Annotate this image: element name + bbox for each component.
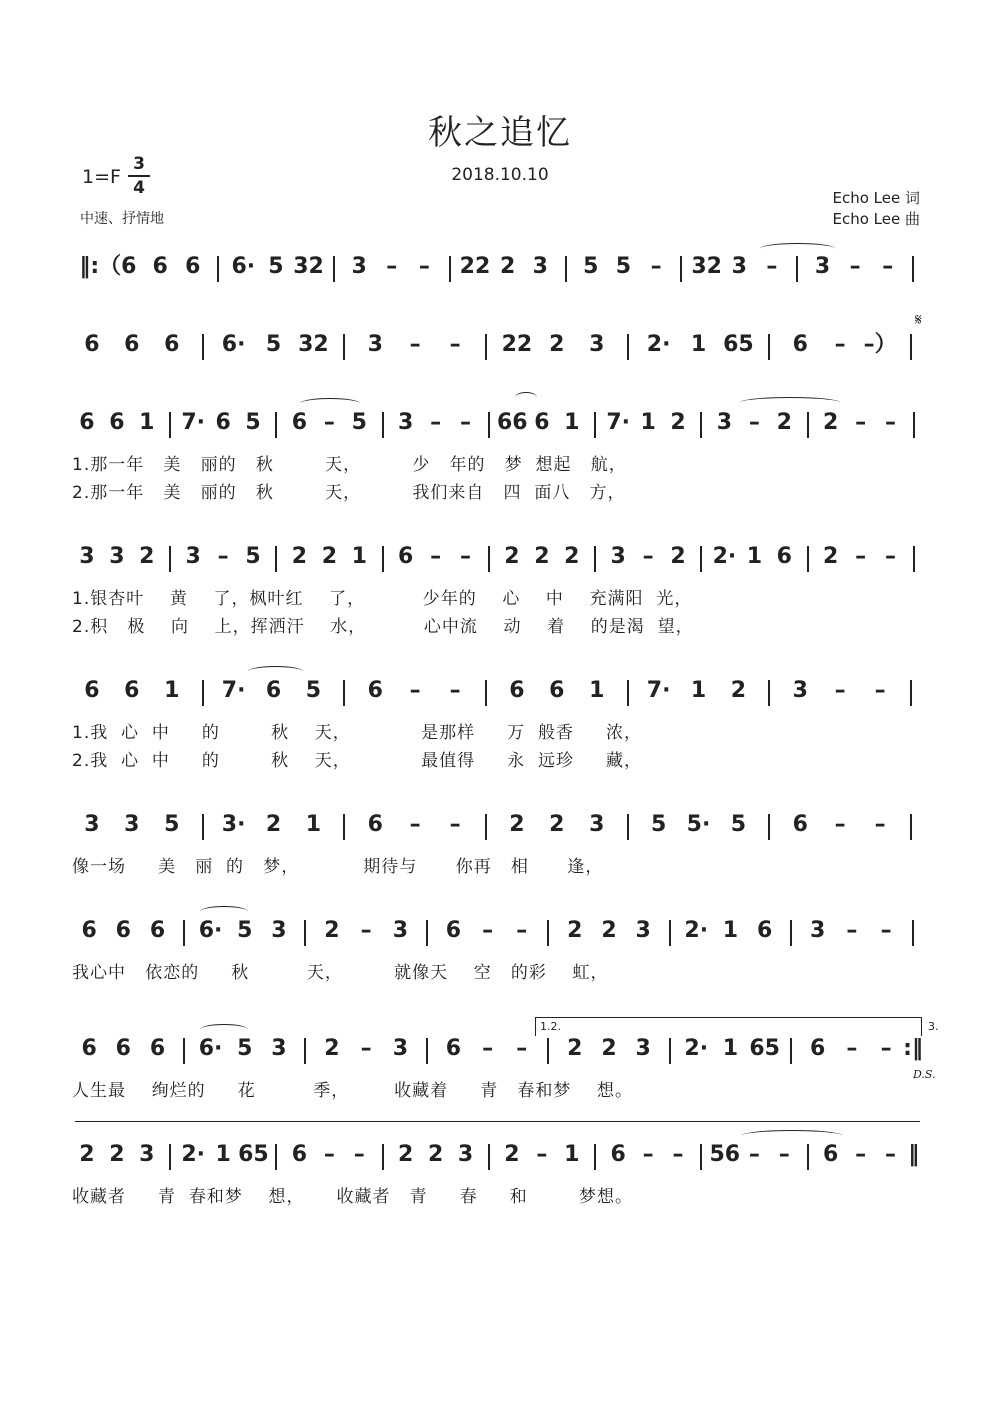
note: 3 [271, 918, 287, 943]
bar-line [700, 412, 702, 438]
note: 3 [716, 410, 733, 435]
bar-line [807, 412, 809, 438]
note: 6· [198, 918, 223, 943]
note: 1 [690, 332, 707, 357]
note: 3 [814, 254, 831, 279]
note: 6 [84, 332, 100, 357]
slur-tie [300, 398, 360, 409]
note: – [880, 918, 892, 943]
note: 5 [305, 678, 322, 703]
note: 1 [564, 1142, 580, 1167]
bar-line [275, 546, 277, 572]
slur-tie [200, 1024, 248, 1035]
score-row [72, 808, 927, 842]
note: 2 [109, 1142, 125, 1167]
bar-line [565, 256, 567, 282]
note: 2 [509, 812, 525, 837]
note: – [885, 544, 897, 569]
note: 1 [746, 544, 763, 569]
note: 2 [549, 812, 565, 837]
bar-line [594, 412, 596, 438]
note: – [885, 410, 897, 435]
note: 2 [398, 1142, 414, 1167]
note: – [874, 678, 886, 703]
note: 3 [139, 1142, 155, 1167]
note: 2 [730, 678, 747, 703]
bar-line [910, 814, 912, 840]
note: – [409, 812, 421, 837]
bar-line [202, 814, 204, 840]
note: 2· [712, 544, 737, 569]
note: 3 [457, 1142, 474, 1167]
note: – [482, 1036, 494, 1061]
note: 2 [427, 1142, 444, 1167]
note: – [650, 254, 662, 279]
note: 2 [670, 544, 686, 569]
note: 5 [237, 1036, 253, 1061]
note: 6 [398, 544, 414, 569]
key-signature: 1=F [82, 166, 121, 188]
note: – [430, 544, 442, 569]
lyricist-credit: Echo Lee 词 [832, 189, 920, 207]
note: 6 [81, 918, 97, 943]
note: 6 [509, 678, 525, 703]
note: – [430, 410, 442, 435]
time-signature [128, 154, 150, 198]
note: – [642, 1142, 654, 1167]
bar-line [912, 920, 914, 946]
note: 1 [589, 678, 605, 703]
bar-line [700, 546, 702, 572]
bar-line [202, 680, 204, 706]
bar-line [488, 412, 490, 438]
lyric-line: 2.那一年 美 丽的 秋 天， 我们来自 四 面八 方， [72, 483, 626, 503]
bar-line [627, 334, 629, 360]
bar-line [910, 334, 912, 360]
lyric-line: 1.那一年 美 丽的 秋 天， 少 年的 梦 想起 航， [72, 455, 627, 475]
bar-line [343, 680, 345, 706]
note: 6 [823, 1142, 839, 1167]
note: 6 [792, 332, 808, 357]
note: – [672, 1142, 684, 1167]
bar-line [183, 920, 185, 946]
note: 3 [84, 812, 100, 837]
note: 6 [81, 1036, 97, 1061]
note: 6 [445, 1036, 462, 1061]
note: 2 [601, 918, 617, 943]
lyric-line: 人生最 绚烂的 花 季， 收藏着 青 春和梦 想。 [72, 1081, 633, 1101]
bar-line [790, 920, 792, 946]
bar-line [807, 1144, 809, 1170]
note: 6 [534, 410, 550, 435]
note: ‖:（6 [79, 254, 137, 279]
note: 2 [324, 918, 340, 943]
note: 2 [265, 812, 282, 837]
bar-line [343, 334, 345, 360]
note: – [323, 410, 335, 435]
note: 2 [291, 544, 308, 569]
note: 5 [730, 812, 747, 837]
note: 2 [567, 918, 583, 943]
note: 5· [686, 812, 711, 837]
note: – [386, 254, 398, 279]
lyric-line: 收藏者 青 春和梦 想， 收藏者 青 春 和 梦想。 [72, 1187, 633, 1207]
bar-line [169, 412, 171, 438]
note: 5 [351, 410, 367, 435]
slur-tie [742, 1130, 842, 1141]
bar-line [547, 920, 549, 946]
note: 6 [215, 410, 231, 435]
bar-line [183, 1038, 185, 1064]
note: 2 [601, 1036, 617, 1061]
note: 5 [650, 812, 667, 837]
note: 6 [115, 1036, 131, 1061]
note: – [323, 1142, 335, 1167]
note: 6 [152, 254, 168, 279]
note: 32 [298, 332, 329, 357]
note: 2 [776, 410, 792, 435]
note: 6 [756, 918, 773, 943]
note: 1 [640, 410, 656, 435]
note: 1 [215, 1142, 231, 1167]
note: 6 [124, 332, 140, 357]
note: – [449, 678, 461, 703]
note: 5 [615, 254, 632, 279]
score-row [72, 1032, 927, 1066]
lyric-line: 我心中 依恋的 秋 天， 就像天 空 的彩 虹， [72, 963, 609, 983]
note: 5 [268, 254, 284, 279]
note: 2· [181, 1142, 206, 1167]
bar-line [488, 1144, 490, 1170]
slur-tie [248, 666, 303, 677]
note: – [874, 812, 886, 837]
slur-tie [740, 397, 840, 408]
note: – [855, 410, 867, 435]
score-row [72, 328, 927, 362]
bar-line [669, 1038, 671, 1064]
note: – [536, 1142, 548, 1167]
note: 32 [691, 254, 722, 279]
note: 3 [185, 544, 201, 569]
time-signature-line [128, 175, 150, 177]
bar-line [449, 256, 451, 282]
note: – [748, 1142, 760, 1167]
note: 3 [109, 544, 125, 569]
bar-line [169, 1144, 171, 1170]
note: 3 [792, 678, 808, 703]
bar-line [304, 1038, 306, 1064]
note: 6 [79, 410, 95, 435]
note: 6· [221, 332, 246, 357]
note: 6 [610, 1142, 626, 1167]
bar-line [680, 256, 682, 282]
note: 3 [398, 410, 414, 435]
page-title: 秋之追忆 [428, 113, 572, 153]
note: 3 [810, 918, 826, 943]
note: – [418, 254, 430, 279]
score-row [72, 674, 927, 708]
note: 3 [589, 812, 605, 837]
note: 6 [265, 678, 282, 703]
bar-line [627, 814, 629, 840]
note: 1 [722, 918, 739, 943]
bar-line [275, 412, 277, 438]
note: – [642, 544, 654, 569]
note: 5 [237, 918, 253, 943]
lyric-line: 2.积 极 向 上，挥洒汗 水， 心中流 动 着 的是渴 望， [72, 617, 694, 637]
note: – [516, 1036, 528, 1061]
note: 1 [139, 410, 155, 435]
date-label: 2018.10.10 [451, 165, 549, 185]
note: –） [863, 332, 897, 357]
note: 2 [823, 410, 839, 435]
note: 2 [564, 544, 580, 569]
bar-line [594, 1144, 596, 1170]
note: 2 [139, 544, 155, 569]
time-signature-top: 3 [133, 154, 145, 174]
bar-line [913, 412, 915, 438]
score-row [72, 1138, 927, 1172]
bar-line [485, 334, 487, 360]
bar-line [343, 814, 345, 840]
bar-line [426, 1038, 428, 1064]
note: 65 [723, 332, 754, 357]
note: 3 [731, 254, 747, 279]
note: 2 [567, 1036, 583, 1061]
composer-credit: Echo Lee 曲 [832, 210, 920, 228]
note: – [482, 918, 494, 943]
note: 2 [79, 1142, 95, 1167]
segno-sign: 𝄋 [915, 310, 922, 329]
note: 6 [549, 678, 565, 703]
note: 3 [589, 332, 605, 357]
time-signature-bottom: 4 [133, 178, 145, 198]
dal-segno-marking: D.S. [913, 1068, 936, 1081]
note: 6 [445, 918, 462, 943]
note: – [846, 918, 858, 943]
note: 2 [823, 544, 839, 569]
note: 3· [221, 812, 246, 837]
final-bar: :‖ [903, 1036, 923, 1061]
note: – [880, 1036, 892, 1061]
note: – [409, 678, 421, 703]
bar-line [275, 1144, 277, 1170]
lyric-line: 1.银杏叶 黄 了，枫叶红 了， 少年的 心 中 充满阳 光， [72, 589, 693, 609]
slur-tie [515, 392, 537, 403]
lyric-line: 像一场 美 丽 的 梦， 期待与 你再 相 逢， [72, 857, 604, 877]
note: – [360, 1036, 372, 1061]
bar-line [547, 1038, 549, 1064]
note: 65 [238, 1142, 269, 1167]
note: 2· [684, 918, 709, 943]
note: 2· [684, 1036, 709, 1061]
bar-line [768, 814, 770, 840]
note: 2 [504, 544, 520, 569]
note: 6 [115, 918, 131, 943]
bar-line [382, 546, 384, 572]
note: 2 [534, 544, 550, 569]
note: 2 [324, 1036, 340, 1061]
bar-line [807, 546, 809, 572]
note: – [360, 918, 372, 943]
bar-line [485, 814, 487, 840]
score-row [72, 406, 927, 440]
note: 6 [792, 812, 808, 837]
volta-label-1-2: 1.2. [540, 1020, 561, 1033]
note: – [449, 332, 461, 357]
note: 2 [321, 544, 338, 569]
bar-line [910, 680, 912, 706]
coda-divider [75, 1121, 920, 1122]
note: 3 [532, 254, 548, 279]
note: 5 [265, 332, 282, 357]
note: 3 [367, 332, 383, 357]
note: 7· [221, 678, 246, 703]
note: – [460, 544, 472, 569]
note: 1 [164, 678, 180, 703]
note: – [855, 1142, 867, 1167]
note: 3 [79, 544, 95, 569]
note: 3 [610, 544, 626, 569]
score-row [72, 540, 927, 574]
note: 3 [124, 812, 140, 837]
note: 6· [198, 1036, 223, 1061]
note: 7· [181, 410, 206, 435]
note: 1 [351, 544, 367, 569]
score-row [72, 250, 927, 284]
note: 6 [291, 410, 308, 435]
note: – [834, 812, 846, 837]
bar-line [485, 680, 487, 706]
note: – [766, 254, 778, 279]
note: 7· [606, 410, 631, 435]
note: 2 [499, 254, 516, 279]
note: – [834, 332, 846, 357]
bar-line [488, 546, 490, 572]
note: 3 [351, 254, 367, 279]
bar-line [627, 680, 629, 706]
note: 3 [392, 1036, 409, 1061]
note: – [855, 544, 867, 569]
note: 6 [84, 678, 100, 703]
bar-line [217, 256, 219, 282]
bar-line [382, 412, 384, 438]
note: 7· [646, 678, 671, 703]
note: 5 [245, 410, 261, 435]
score-row [72, 914, 927, 948]
note: 6 [164, 332, 180, 357]
bar-line [768, 680, 770, 706]
note: – [353, 1142, 365, 1167]
note: 22 [459, 254, 491, 279]
note: 5 [583, 254, 599, 279]
bar-line [202, 334, 204, 360]
bar-line [669, 920, 671, 946]
bar-line [912, 256, 914, 282]
note: 1 [305, 812, 322, 837]
bar-line [169, 546, 171, 572]
note: 6 [367, 812, 383, 837]
note: – [885, 1142, 897, 1167]
note: 6 [776, 544, 792, 569]
note: – [217, 544, 229, 569]
bar-line [594, 546, 596, 572]
bar-line [768, 334, 770, 360]
volta-label-3: 3. [928, 1020, 939, 1033]
note: 1 [690, 678, 707, 703]
note: 6 [124, 678, 140, 703]
note: – [409, 332, 421, 357]
note: 56 [709, 1142, 741, 1167]
note: – [748, 410, 760, 435]
bar-line [382, 1144, 384, 1170]
note: – [449, 812, 461, 837]
bar-line [796, 256, 798, 282]
bar-line [304, 920, 306, 946]
lyric-line: 2.我 心 中 的 秋 天， 最值得 永 远珍 藏， [72, 751, 642, 771]
note: 6 [149, 918, 166, 943]
note: 2· [646, 332, 671, 357]
note: – [460, 410, 472, 435]
note: 6 [109, 410, 125, 435]
note: 1 [722, 1036, 739, 1061]
lyric-line: 1.我 心 中 的 秋 天， 是那样 万 般香 浓， [72, 723, 642, 743]
bar-line [700, 1144, 702, 1170]
note: 6 [367, 678, 383, 703]
note: 1 [564, 410, 580, 435]
note: 65 [749, 1036, 780, 1061]
tempo-marking: 中速、抒情地 [80, 211, 164, 227]
note: 6 [810, 1036, 826, 1061]
note: – [834, 678, 846, 703]
note: – [849, 254, 861, 279]
note: 6 [149, 1036, 166, 1061]
bar-line [426, 920, 428, 946]
slur-tie [200, 906, 248, 917]
note: 5 [245, 544, 261, 569]
note: – [846, 1036, 858, 1061]
note: 2 [504, 1142, 520, 1167]
note: 3 [392, 918, 409, 943]
note: 22 [501, 332, 533, 357]
note: 6· [231, 254, 256, 279]
note: – [778, 1142, 790, 1167]
note: 66 [497, 410, 528, 435]
note: – [882, 254, 894, 279]
final-bar: ‖ [908, 1142, 920, 1167]
slur-tie [760, 243, 835, 254]
bar-line [913, 546, 915, 572]
note: 2 [670, 410, 686, 435]
bar-line [333, 256, 335, 282]
note: 3 [635, 1036, 651, 1061]
note: 5 [164, 812, 180, 837]
note: 6 [291, 1142, 308, 1167]
note: 3 [635, 918, 651, 943]
note: 6 [185, 254, 201, 279]
note: 32 [293, 254, 324, 279]
bar-line [790, 1038, 792, 1064]
note: 2 [549, 332, 565, 357]
note: – [516, 918, 528, 943]
note: 3 [271, 1036, 287, 1061]
